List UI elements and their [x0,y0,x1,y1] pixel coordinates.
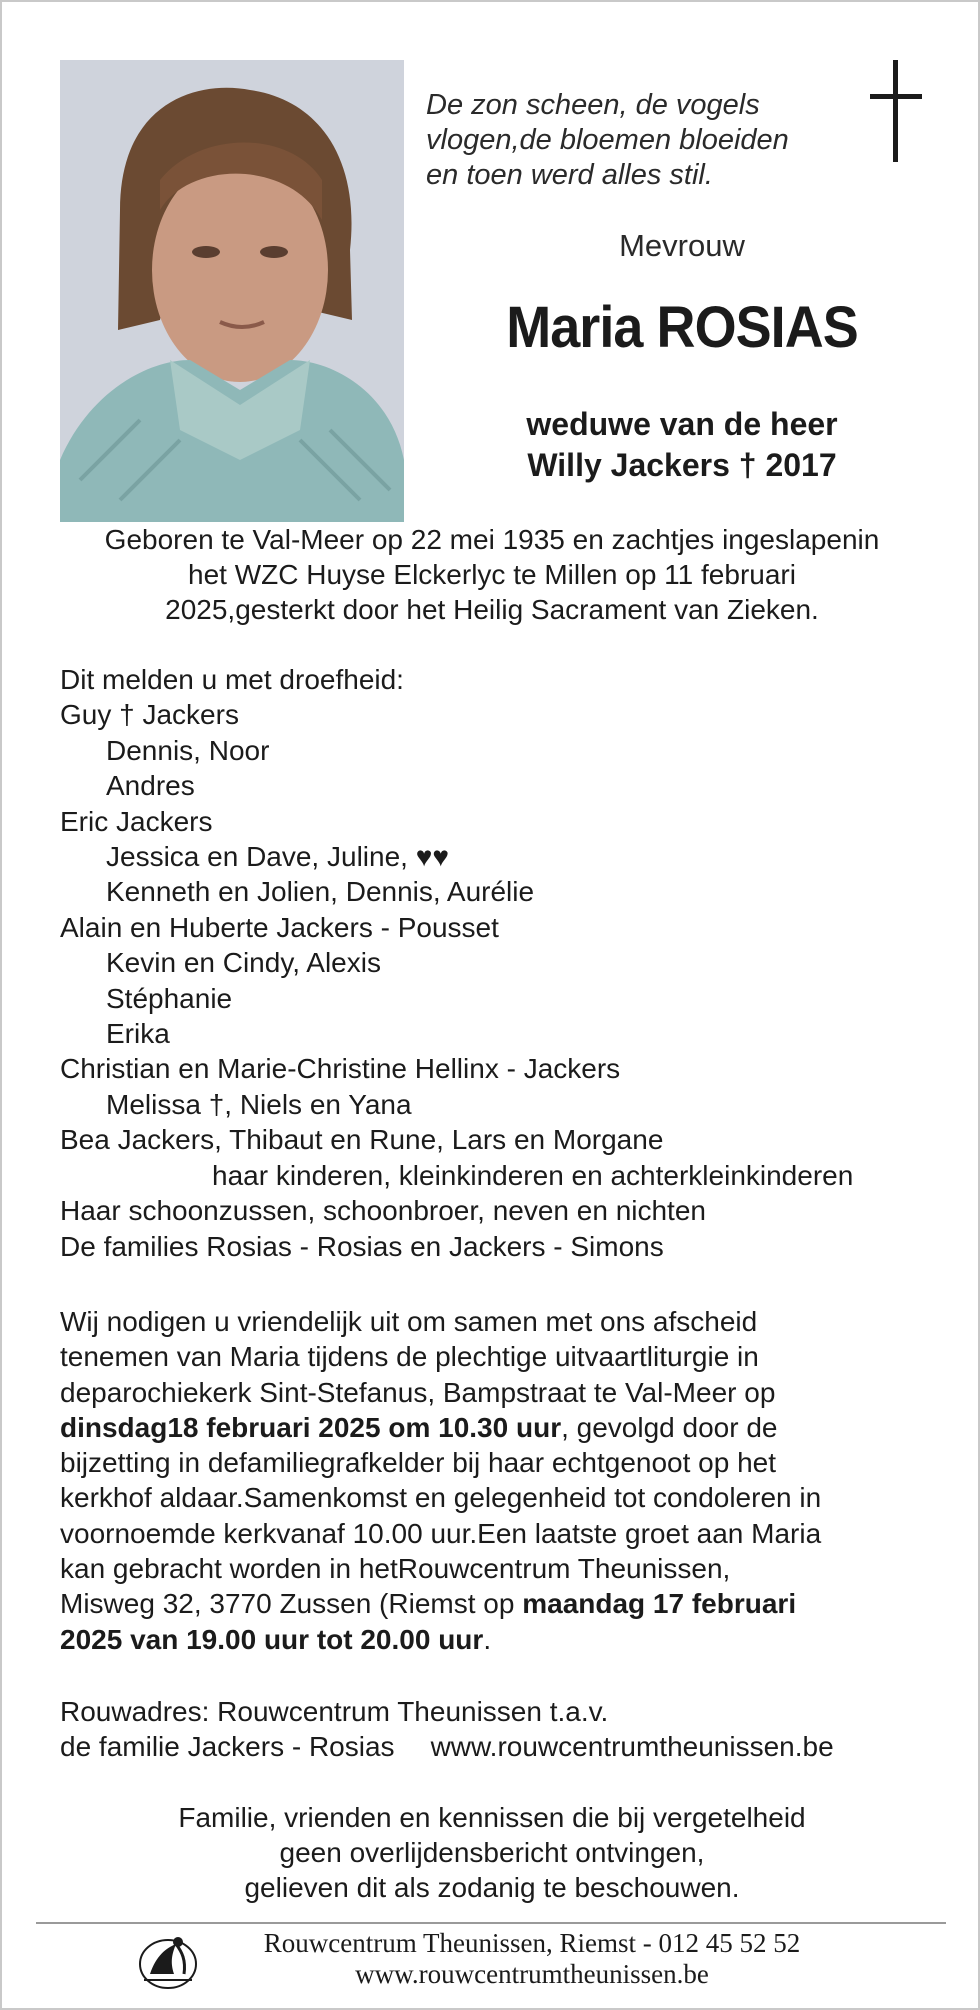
deceased-name: Maria ROSIAS [506,295,858,360]
quote-line: vlogen,de bloemen bloeiden [426,124,789,156]
visitation-date: maandag 17 februari [522,1588,797,1620]
widow-statement [462,404,902,486]
family-line: Kenneth en Jolien, Dennis, Aurélie [106,876,535,908]
cross-icon [870,60,922,162]
invite-line: kerkhof aldaar.Samenkomst en gelegenheid tot condoleren in [60,1482,822,1514]
address-line [60,1729,940,1764]
quote-line: en toen werd alles stil. [426,159,713,191]
address-line: Rouwadres: Rouwcentrum Theunissen t.a.v. [60,1696,609,1727]
family-line: Eric Jackers [60,805,213,837]
footer-website-link[interactable]: www.rouwcentrumtheunissen.be [355,1959,709,1989]
footer-line: Rouwcentrum Theunissen, Riemst - 012 45 52 52 [263,1928,801,1958]
portrait-photo [60,60,404,522]
salutation: Mevrouw [619,228,745,263]
invite-line: dinsdag18 februari 2025 om 10.30 uur, gevolgd door de [60,1411,778,1443]
family-line: Haar schoonzussen, schoonbroer, neven en nichten [60,1195,706,1227]
family-line: Andres [106,770,195,802]
family-line: Stéphanie [106,982,233,1014]
address-website-link[interactable]: www.rouwcentrumtheunissen.be [430,1731,834,1762]
invite-line: deparochiekerk Sint-Stefanus, Bampstraat te Val-Meer op [60,1376,776,1408]
statement-line: het WZC Huyse Elckerlyc te Millen op 11 februari [188,559,796,590]
family-line: haar kinderen, kleinkinderen en achterkleinkinderen [212,1159,854,1191]
invite-line: 2025 van 19.00 uur tot 20.00 uur. [60,1623,492,1655]
footer-contact [202,1928,862,1990]
family-line: Guy † Jackers [60,699,239,731]
family-line: Christian en Marie-Christine Hellinx - Jackers [60,1053,621,1085]
quote-line: De zon scheen, de vogels [426,89,760,121]
family-line: Jessica en Dave, Juline, ♥♥ [106,841,449,873]
invite-line: bijzetting in defamiliegrafkelder bij haar echtgenoot op het [60,1447,777,1479]
memorial-quote [426,88,846,193]
birth-death-statement [42,522,942,627]
widow-line: Willy Jackers † 2017 [527,447,837,483]
widow-line: weduwe van de heer [526,406,838,442]
note-line: gelieven dit als zodanig te beschouwen. [244,1872,740,1903]
invite-line: tenemen van Maria tijdens de plechtige uitvaartliturgie in [60,1341,759,1373]
statement-line: 2025,gesterkt door het Heilig Sacrament van Zieken. [165,594,819,625]
closing-note [42,1800,942,1905]
mourning-address [60,1694,940,1764]
invite-line: voornoemde kerkvanaf 10.00 uur.Een laatste groet aan Maria [60,1517,822,1549]
footer-divider [36,1922,946,1924]
family-line: Dennis, Noor [106,734,270,766]
invite-line: Misweg 32, 3770 Zussen (Riemst op maandag 17 februari [60,1588,797,1620]
family-intro: Dit melden u met droefheid: [60,664,404,695]
funeral-home-logo-icon [136,1930,200,1990]
family-line: Kevin en Cindy, Alexis [106,947,381,979]
statement-line: Geboren te Val-Meer op 22 mei 1935 en zachtjes ingeslapenin [104,524,880,555]
invite-line: kan gebracht worden in hetRouwcentrum Theunissen, [60,1553,731,1585]
funeral-date: dinsdag18 februari 2025 om 10.30 uur [60,1411,562,1443]
note-line: Familie, vrienden en kennissen die bij vergetelheid [178,1802,806,1833]
family-line: De families Rosias - Rosias en Jackers - Simons [60,1230,664,1262]
address-family: de familie Jackers - Rosias [60,1731,395,1762]
visitation-time: 2025 van 19.00 uur tot 20.00 uur [60,1623,484,1655]
invite-line: Wij nodigen u vriendelijk uit om samen met ons afscheid [60,1306,758,1337]
funeral-invitation [60,1304,940,1657]
family-line: Melissa †, Niels en Yana [106,1088,412,1120]
note-line: geen overlijdensbericht ontvingen, [279,1837,705,1868]
family-line: Alain en Huberte Jackers - Pousset [60,911,499,943]
family-line: Bea Jackers, Thibaut en Rune, Lars en Morgane [60,1124,664,1156]
family-list [60,662,940,1264]
family-line: Erika [106,1018,170,1050]
